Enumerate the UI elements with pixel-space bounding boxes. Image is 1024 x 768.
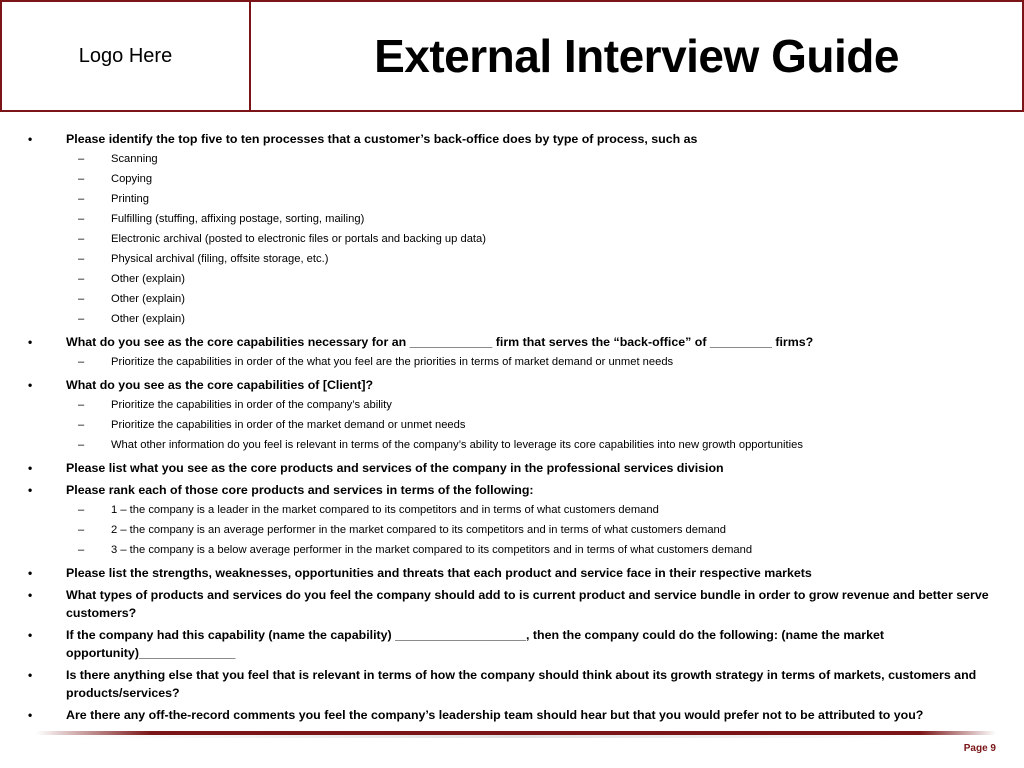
question-item — [0, 626, 1024, 662]
dash-icon: – — [78, 193, 85, 205]
bullet-icon: • — [28, 708, 33, 722]
bullet-icon: • — [28, 483, 33, 497]
sub-item — [0, 149, 994, 169]
dash-icon: – — [78, 356, 85, 368]
question-item — [0, 333, 1024, 372]
question-list — [0, 130, 1024, 724]
question-list-container — [0, 130, 1024, 724]
bullet-icon: • — [28, 335, 33, 349]
sub-item-text: 1 – the company is a leader in the market compared to its competitors and in terms of what customers demand — [111, 504, 659, 516]
page-title: External Interview Guide — [374, 30, 899, 82]
question-text: Please list the strengths, weaknesses, opportunities and threats that each product and service face in their respective markets — [66, 566, 812, 580]
sub-item-text: Prioritize the capabilities in order of the what you feel are the priorities in terms of market demand or unmet needs — [111, 356, 674, 368]
question-item — [0, 666, 1024, 702]
dash-icon: – — [78, 419, 85, 431]
sub-item — [0, 229, 994, 249]
sub-item — [0, 309, 994, 329]
sub-item — [0, 209, 994, 229]
sub-item-text: 3 – the company is a below average performer in the market compared to its competitors and in terms of what customers demand — [111, 544, 753, 556]
sub-item-text: Other (explain) — [111, 293, 185, 305]
sub-item-text: Other (explain) — [111, 313, 185, 325]
sub-item-text: Scanning — [111, 153, 158, 165]
question-text: Are there any off-the-record comments you feel the company’s leadership team should hear but that you would prefer not to be attributed to you? — [66, 708, 924, 722]
sub-item — [0, 540, 994, 560]
sub-item-text: Electronic archival (posted to electronic files or portals and backing up data) — [111, 233, 486, 245]
dash-icon: – — [78, 253, 85, 265]
question-text: Please rank each of those core products and services in terms of the following: — [66, 483, 534, 497]
bullet-icon: • — [28, 588, 33, 602]
bullet-icon: • — [28, 132, 33, 146]
sub-item-list — [0, 395, 994, 455]
sub-item-text: Copying — [111, 173, 153, 185]
slide-header — [0, 0, 1024, 112]
dash-icon: – — [78, 173, 85, 185]
sub-item-text: Physical archival (filing, offsite storage, etc.) — [111, 253, 329, 265]
sub-item-list — [0, 149, 994, 329]
footer-divider-shadow — [60, 735, 960, 738]
question-item — [0, 706, 1024, 724]
question-text: Please identify the top five to ten processes that a customer’s back-office does by type of process, such as — [66, 132, 698, 146]
logo-placeholder — [2, 2, 251, 110]
question-item — [0, 376, 1024, 455]
dash-icon: – — [78, 524, 85, 536]
sub-item — [0, 352, 994, 372]
dash-icon: – — [78, 293, 85, 305]
sub-item — [0, 395, 994, 415]
sub-item-list — [0, 352, 994, 372]
sub-item — [0, 415, 994, 435]
dash-icon: – — [78, 213, 85, 225]
sub-item-text: Printing — [111, 193, 149, 205]
bullet-icon: • — [28, 461, 33, 475]
dash-icon: – — [78, 313, 85, 325]
sub-item — [0, 289, 994, 309]
sub-item — [0, 520, 994, 540]
sub-item-text: What other information do you feel is relevant in terms of the company’s ability to leverage its core capabilities into new growth opportunities — [111, 439, 803, 451]
dash-icon: – — [78, 233, 85, 245]
page-number: Page 9 — [963, 743, 996, 754]
sub-item — [0, 500, 994, 520]
dash-icon: – — [78, 273, 85, 285]
sub-item — [0, 169, 994, 189]
dash-icon: – — [78, 399, 85, 411]
sub-item-text: 2 – the company is an average performer in the market compared to its competitors and in terms of what customers demand — [111, 524, 726, 536]
sub-item-list — [0, 500, 994, 560]
question-item — [0, 586, 1024, 622]
sub-item — [0, 269, 994, 289]
sub-item — [0, 249, 994, 269]
dash-icon: – — [78, 153, 85, 165]
sub-item — [0, 189, 994, 209]
question-item — [0, 459, 1024, 477]
bullet-icon: • — [28, 566, 33, 580]
dash-icon: – — [78, 504, 85, 516]
sub-item-text: Prioritize the capabilities in order of the market demand or unmet needs — [111, 419, 466, 431]
question-text: What do you see as the core capabilities necessary for an ____________ firm that serves the “back-office” of _________ firms? — [66, 335, 814, 349]
dash-icon: – — [78, 544, 85, 556]
sub-item — [0, 435, 994, 455]
bullet-icon: • — [28, 378, 33, 392]
question-item — [0, 564, 1024, 582]
question-text: What types of products and services do you feel the company should add to is current product and service bundle in order to grow revenue and better serve customers? — [66, 588, 989, 620]
dash-icon: – — [78, 439, 85, 451]
question-item — [0, 481, 1024, 560]
question-item — [0, 130, 1024, 329]
bullet-icon: • — [28, 628, 33, 642]
sub-item-text: Prioritize the capabilities in order of the company’s ability — [111, 399, 392, 411]
question-text: What do you see as the core capabilities of [Client]? — [66, 378, 374, 392]
question-text: Is there anything else that you feel that is relevant in terms of how the company should think about its growth strategy in terms of markets, customers and products/services? — [66, 668, 977, 700]
question-text: If the company had this capability (name the capability) ___________________, then the company could do the following: (name the market opportunity)______________ — [66, 628, 885, 660]
sub-item-text: Other (explain) — [111, 273, 185, 285]
sub-item-text: Fulfilling (stuffing, affixing postage, sorting, mailing) — [111, 213, 365, 225]
question-text: Please list what you see as the core products and services of the company in the professional services division — [66, 461, 724, 475]
bullet-icon: • — [28, 668, 33, 682]
logo-text: Logo Here — [78, 44, 173, 67]
